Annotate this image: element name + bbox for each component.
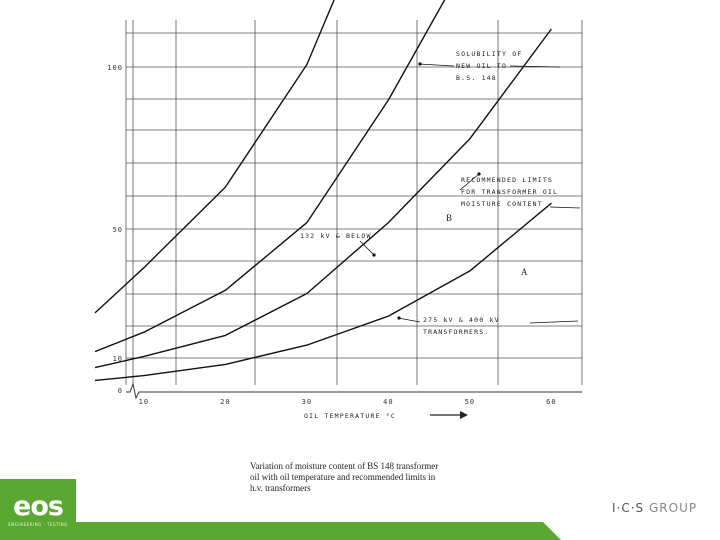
solubility-label: B.S. 148: [456, 74, 497, 82]
x-tick-label: 40: [383, 398, 394, 406]
curve-letter-b: B: [446, 213, 453, 223]
y-tick-label: 50: [112, 226, 123, 234]
x-tick-label: 10: [138, 398, 150, 406]
x-axis-line: [126, 384, 582, 398]
caption-line: h.v. transformers: [250, 483, 311, 493]
series-curve: [95, 203, 551, 380]
eos-logo: [0, 479, 76, 540]
x-axis-arrow-head: [460, 411, 468, 419]
kv275-leader-right: [530, 321, 578, 323]
footer-stripe: [76, 522, 561, 540]
solubility-arrowhead: [418, 62, 421, 65]
y-tick-label: 10: [112, 355, 123, 363]
x-tick-label: 50: [464, 398, 476, 406]
recommended-limits-label: FOR TRANSFORMER OIL: [461, 188, 559, 196]
kv275-label: TRANSFORMERS.: [423, 328, 490, 336]
x-tick-label: 60: [546, 398, 557, 406]
kv132-arrowhead: [372, 253, 375, 256]
caption-line: Variation of moisture content of BS 148 transformer: [250, 461, 439, 471]
x-tick-label: 30: [301, 398, 313, 406]
ics-text: I·C·S: [612, 501, 645, 515]
eos-logo-subtext: ENGINEERING · TESTING: [8, 522, 68, 527]
green-footer-band: [76, 522, 561, 540]
caption-line: oil with oil temperature and recommended limits in: [250, 472, 436, 482]
solubility-leader: [419, 64, 454, 66]
solubility-label: NEW OIL TO: [456, 62, 508, 70]
x-tick-label: 20: [220, 398, 231, 406]
recommended-limits-label: MOISTURE CONTENT: [461, 200, 543, 208]
kv132-label: 132 kV & BELOW: [300, 232, 372, 240]
ics-group-logo: [612, 501, 697, 515]
kv132-leader: [360, 241, 375, 256]
recommended-leader-right: [550, 207, 580, 208]
axes: [126, 384, 582, 398]
solubility-label: SOLUBILITY OF: [456, 50, 523, 58]
group-text: GROUP: [644, 501, 698, 515]
x-axis-label: OIL TEMPERATURE °C: [304, 412, 397, 420]
figure-caption: [250, 461, 490, 494]
recommended-limits-label: RECOMMENDED LIMITS: [461, 176, 554, 184]
curve-letter-a: A: [521, 267, 528, 277]
kv275-label: 275 kV & 400 kV: [423, 316, 500, 324]
annotations: [300, 50, 580, 336]
series-curve: [95, 0, 554, 313]
tick-labels: [107, 64, 559, 420]
kv275-arrowhead: [397, 316, 400, 319]
y-tick-label: 100: [107, 64, 123, 72]
recommended-arrowhead: [477, 172, 480, 175]
y-tick-label: 0: [117, 387, 123, 395]
eos-logo-text: eos: [13, 491, 63, 522]
